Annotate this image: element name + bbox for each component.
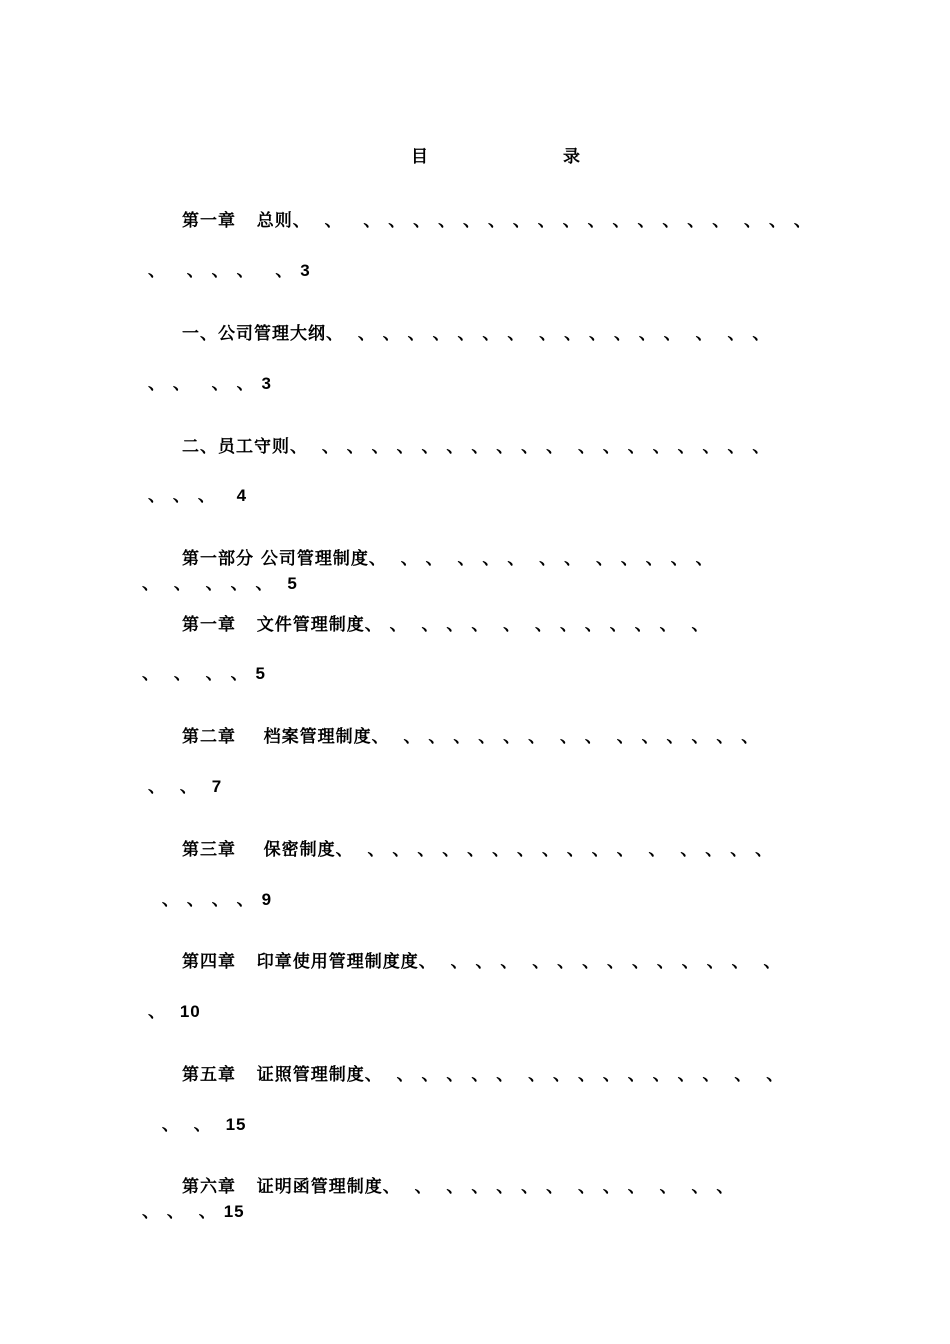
toc-entry-continuation: [148, 256, 311, 281]
toc-entry-continuation: [148, 772, 222, 797]
toc-entry-title[interactable]: 第四章 印章使用管理制度度、 、 、 、 、 、 、 、 、 、 、 、 、 、: [182, 952, 782, 972]
toc-page-number: 5: [255, 664, 266, 683]
toc-entry-continuation: [142, 569, 298, 594]
toc-title: [0, 142, 950, 166]
toc-leader-dots: 、 、 、: [148, 486, 237, 506]
toc-entry-continuation: [155, 885, 272, 910]
toc-entry-title[interactable]: 第一章 文件管理制度、 、 、 、 、 、 、 、 、 、 、 、 、: [182, 615, 710, 635]
toc-entry-continuation: [148, 481, 247, 506]
toc-title-part1: 目: [411, 147, 428, 167]
toc-entry-title[interactable]: 第二章 档案管理制度、 、 、 、 、 、 、 、 、 、 、 、 、 、 、: [182, 727, 760, 747]
toc-page-number: 15: [223, 1202, 245, 1221]
toc-page-number: 3: [261, 374, 272, 393]
toc-page-number: 7: [211, 777, 223, 796]
toc-leader-dots: 、 、 、: [142, 1202, 224, 1222]
toc-entry-title[interactable]: 二、员工守则、 、 、 、 、 、 、 、 、 、 、 、 、 、 、 、 、 、 、: [182, 437, 771, 457]
toc-page-number: 10: [179, 1002, 201, 1021]
toc-entry-title[interactable]: 第六章 证明函管理制度、 、 、 、 、 、 、 、 、 、 、 、 、: [182, 1177, 735, 1197]
toc-entry-title[interactable]: 第五章 证照管理制度、 、 、 、 、 、 、 、 、 、 、 、 、 、 、 、: [182, 1065, 785, 1085]
toc-leader-dots: 、: [148, 1002, 180, 1022]
toc-leader-dots: 、 、: [155, 1115, 226, 1135]
toc-page-number: 3: [300, 261, 311, 280]
toc-leader-dots: 、 、: [148, 777, 212, 797]
toc-page-number: 4: [236, 486, 248, 505]
toc-leader-dots: 、 、 、 、: [148, 374, 262, 394]
toc-entry-title[interactable]: 第一章 总则、 、 、 、 、 、 、 、 、 、 、 、 、 、 、 、 、 、 、 、: [182, 211, 812, 231]
toc-leader-dots: 、 、 、 、 、: [142, 574, 288, 594]
toc-title-part2: 录: [563, 147, 580, 167]
toc-entry-continuation: [142, 1197, 245, 1222]
toc-entry-continuation: [142, 659, 266, 684]
toc-leader-dots: 、 、 、 、: [142, 664, 256, 684]
toc-leader-dots: 、 、 、 、 、: [148, 261, 301, 281]
toc-entry-continuation: [155, 1110, 247, 1135]
toc-page-number: 15: [225, 1115, 247, 1134]
toc-page-number: 9: [261, 890, 273, 909]
toc-page-number: 5: [287, 574, 298, 593]
toc-entry-continuation: [148, 369, 272, 394]
toc-entry-continuation: [148, 997, 201, 1022]
toc-entry-title[interactable]: 第一部分 公司管理制度、 、 、 、 、 、 、 、 、 、 、 、 、: [182, 549, 714, 569]
toc-leader-dots: 、 、 、 、: [155, 890, 262, 910]
toc-entry-title[interactable]: 第三章 保密制度、 、 、 、 、 、 、 、 、 、 、 、 、 、 、 、 、: [182, 840, 774, 860]
toc-entry-title[interactable]: 一、公司管理大纲、 、 、 、 、 、 、 、 、 、 、 、 、 、 、 、 、: [182, 324, 771, 344]
